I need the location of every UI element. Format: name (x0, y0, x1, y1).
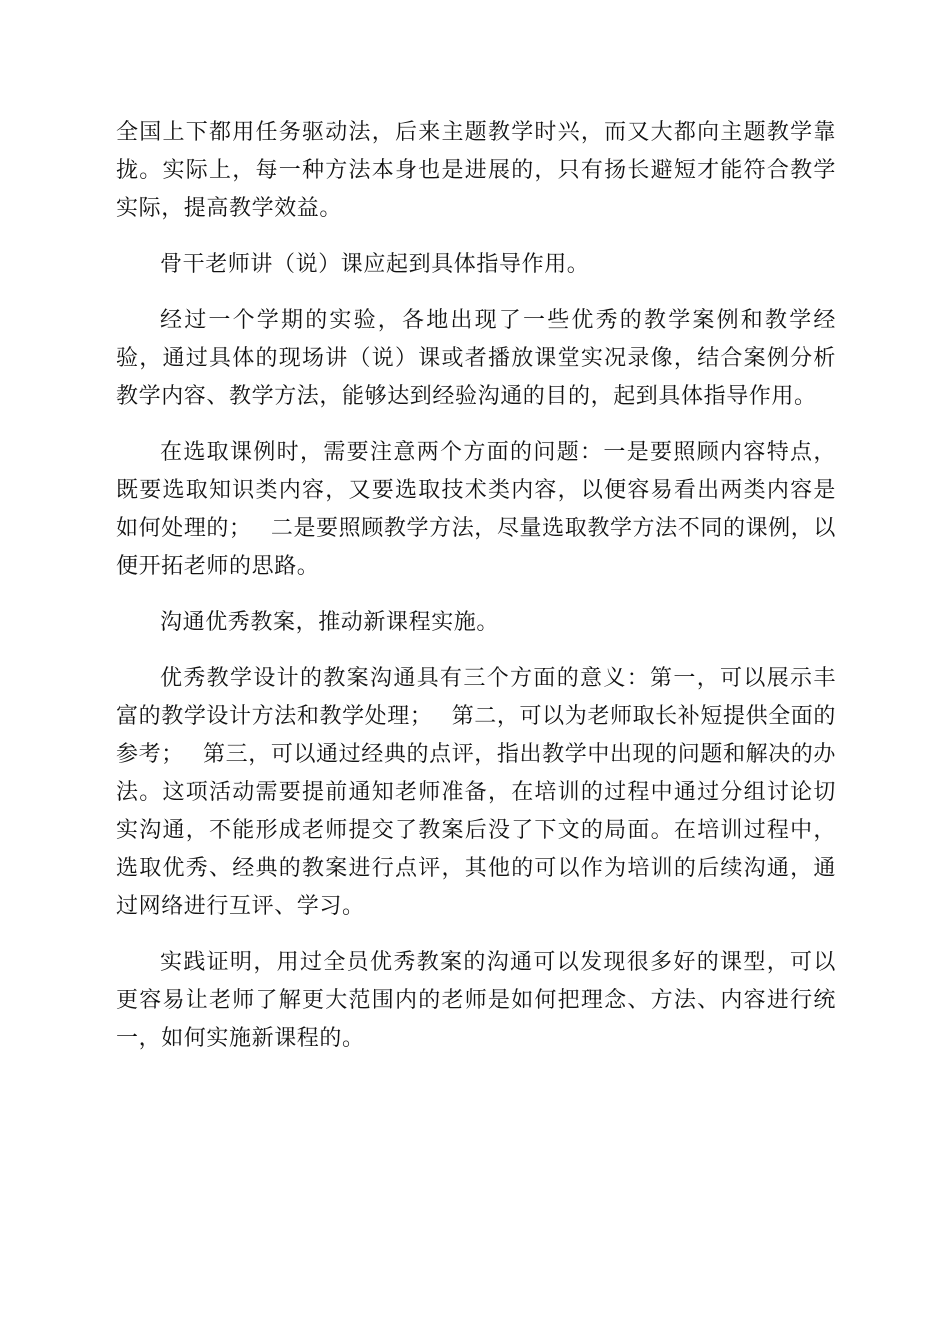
paragraph-experiment: 经过一个学期的实验，各地出现了一些优秀的教学案例和教学经验，通过具体的现场讲（说）课或者播放课堂实况录像，结合案例分析教学内容、教学方法，能够达到经验沟通的目的，起到具体指导作用。 (116, 308, 836, 409)
paragraph-heading-lesson-plans: 沟通优秀教案，推动新课程实施。 (160, 610, 500, 635)
paragraph-heading-lecture: 骨干老师讲（说）课应起到具体指导作用。 (160, 252, 590, 277)
paragraph-continuation: 全国上下都用任务驱动法，后来主题教学时兴，而又大都向主题教学靠拢。实际上，每一种方法本身也是进展的，只有扬长避短才能符合教学实际，提高教学效益。 (116, 120, 836, 221)
paragraph-lesson-plan-meaning: 优秀教学设计的教案沟通具有三个方面的意义：第一，可以展示丰富的教学设计方法和教学处理； 第二，可以为老师取长补短提供全面的参考； 第三，可以通过经典的点评，指出教学中出现的问题和解决的办法。这项活动需要提前通知老师准备，在培训的过程中通过分组讨论切实沟通，不能形成老师提交了教案后没了下文的局面。在培训过程中，选取优秀、经典的教案进行点评，其他的可以作为培训的后续沟通，通过网络进行互评、学习。 (116, 666, 836, 919)
paragraph-practice-proof: 实践证明，用过全员优秀教案的沟通可以发现很多好的课型，可以更容易让老师了解更大范围内的老师是如何把理念、方法、内容进行统一，如何实施新课程的。 (116, 950, 836, 1051)
document-body (116, 114, 836, 1058)
paragraph-course-selection: 在选取课例时，需要注意两个方面的问题：一是要照顾内容特点，既要选取知识类内容，又要选取技术类内容，以便容易看出两类内容是如何处理的； 二是要照顾教学方法，尽量选取教学方法不同的课例，以便开拓老师的思路。 (116, 440, 836, 579)
